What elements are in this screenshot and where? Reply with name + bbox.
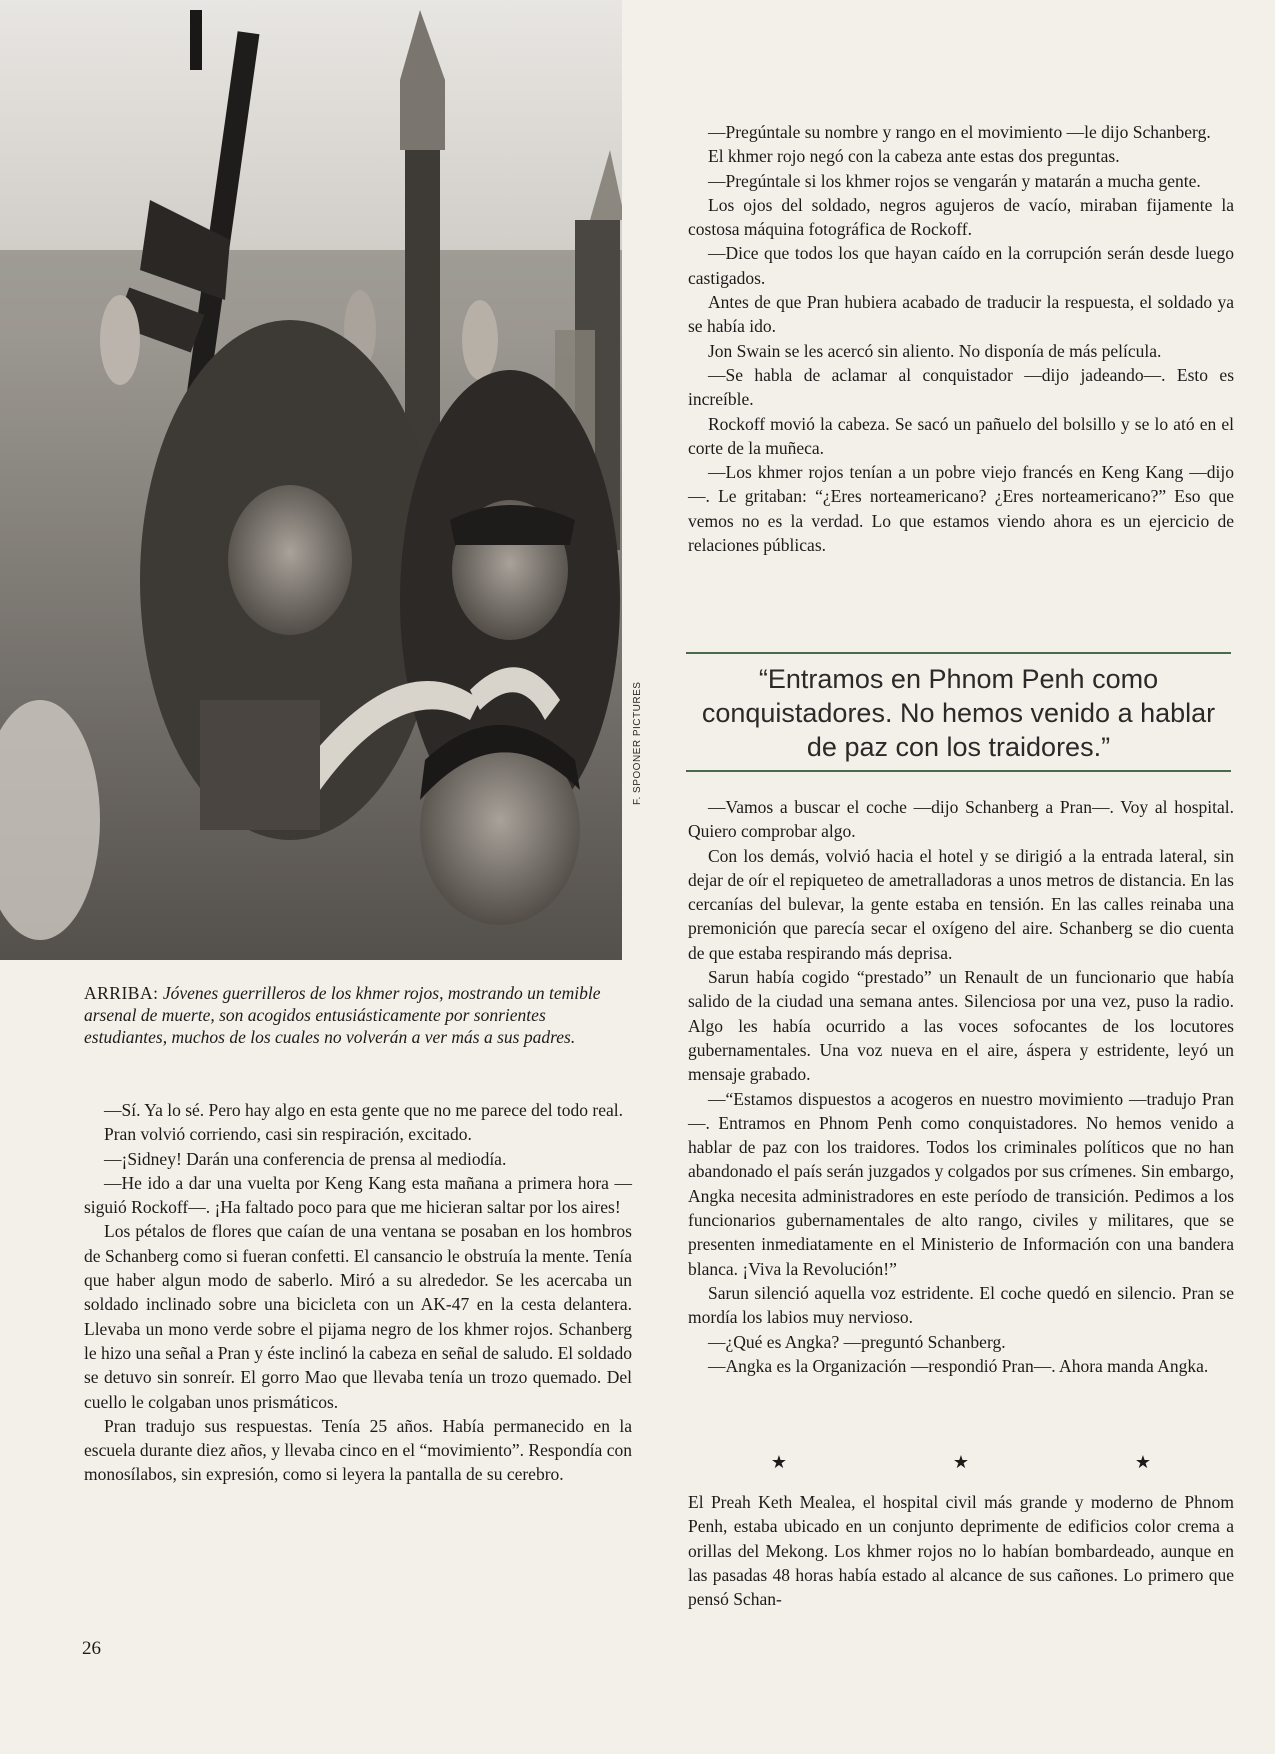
paragraph: —Dice que todos los que hayan caído en la corrupción serán desde luego castigados. — [688, 243, 1234, 288]
star-icon: ★ — [952, 1452, 970, 1472]
paragraph: El khmer rojo negó con la cabeza ante estas dos preguntas. — [708, 146, 1120, 167]
guerrilla-photo — [0, 0, 622, 960]
paragraph: Rockoff movió la cabeza. Se sacó un pañuelo del bolsillo y se lo ató en el corte de la muñeca. — [688, 413, 1234, 458]
paragraph: Jon Swain se les acercó sin aliento. No disponía de más película. — [708, 340, 1162, 361]
paragraph: Con los demás, volvió hacia el hotel y se dirigió a la entrada lateral, sin dejar de oír el repiqueteo de ametralladoras a unos metros de distancia. En las cercanías del bulevar, la gente estaba en tensión. En las calles reinaba una premonición que parecía secar el oxígeno del aire. Schanberg se dio cuenta de que estaba respirando más deprisa. — [688, 845, 1234, 963]
pull-quote: “Entramos en Phnom Penh como conquistadores. No hemos venido a hablar de paz con los traidores.” — [701, 664, 1216, 762]
star-icon: ★ — [770, 1452, 788, 1472]
left-column-text — [84, 1098, 632, 1487]
right-column-bottom-text — [688, 795, 1234, 1378]
right-column-top-text — [688, 120, 1234, 557]
paragraph: Los pétalos de flores que caían de una ventana se posaban en los hombros de Schanberg como si fueran confetti. El cansancio le obstruía la mente. Tenía que haber algun modo de saberlo. Miró a su alrededor. Se les acercaba un soldado inclinado sobre una bicicleta con un AK-47 en la cesta delantera. Llevaba un mono verde sobre el pijama negro de los khmer rojos. Schanberg le hizo una señal a Pran y éste inclinó la cabeza en señal de saludo. El soldado se detuvo sin sonreír. El gorro Mao que llevaba tenía un trozo quemado. Del cuello le colgaban unos prismáticos. — [84, 1221, 632, 1412]
paragraph: —Pregúntale si los khmer rojos se vengarán y matarán a mucha gente. — [708, 170, 1201, 191]
paragraph: —“Estamos dispuestos a acogeros en nuestro movimiento —tradujo Pran—. Entramos en Phnom Penh como conquistadores. No hemos venido a hablar de paz con los traidores. Todos los criminales políticos que no han abandonado el país serán juzgados y colgados por sus crímenes. Sin embargo, Angka necesita administradores en este período de transición. Pedimos a los funcionarios gubernamentales de alto rango, civiles y militares, que se presenten inmediatamente en el Ministerio de Información con una bandera blanca. ¡Viva la Revolución!” — [688, 1088, 1234, 1279]
paragraph: Los ojos del soldado, negros agujeros de vacío, miraban fijamente la costosa máquina fotográfica de Rockoff. — [688, 194, 1234, 240]
caption-lead: ARRIBA: — [84, 983, 159, 1003]
pull-quote-top-rule — [686, 652, 1231, 654]
paragraph: —¿Qué es Angka? —preguntó Schanberg. — [708, 1331, 1006, 1352]
page-number: 26 — [82, 1638, 101, 1659]
section-break-stars — [688, 1452, 1234, 1473]
photo-illustration — [0, 0, 622, 960]
paragraph: Pran tradujo sus respuestas. Tenía 25 años. Había permanecido en la escuela durante diez años, y llevaba cinco en el “movimiento”. Respondía con monosílabos, sin expresión, como si leyera la pantalla de su cerebro. — [84, 1415, 632, 1485]
paragraph: Sarun había cogido “prestado” un Renault de un funcionario que había salido de la ciudad una semana antes. Silenciosa por una vez, puso la radio. Algo les había ocurrido a las voces sofocantes de los locutores gubernamentales. Una voz nueva en el aire, áspera y estridente, leyó un mensaje grabado. — [688, 967, 1234, 1085]
paragraph: —Los khmer rojos tenían a un pobre viejo francés en Keng Kang —dijo—. Le gritaban: “¿Eres norteamericano? ¿Eres norteamericano?” Eso que vemos no es la verdad. Lo que estamos viendo ahora es un ejercicio de relaciones públicas. — [688, 462, 1234, 556]
paragraph: Pran volvió corriendo, casi sin respiración, excitado. — [104, 1124, 472, 1145]
photo-caption — [84, 982, 624, 1048]
paragraph: —Sí. Ya lo sé. Pero hay algo en esta gente que no me parece del todo real. — [104, 1100, 624, 1120]
paragraph: —Se habla de aclamar al conquistador —dijo jadeando—. Esto es increíble. — [688, 364, 1234, 410]
paragraph: —Vamos a buscar el coche —dijo Schanberg a Pran—. Voy al hospital. Quiero comprobar algo. — [688, 797, 1234, 842]
paragraph: —¡Sidney! Darán una conferencia de prensa al mediodía. — [104, 1148, 507, 1169]
paragraph: Sarun silenció aquella voz estridente. El coche quedó en silencio. Pran se mordía los labios muy nervioso. — [688, 1282, 1234, 1328]
final-paragraph — [688, 1490, 1234, 1611]
paragraph: Antes de que Pran hubiera acabado de traducir la respuesta, el soldado ya se había ido. — [688, 292, 1234, 337]
star-icon: ★ — [1134, 1452, 1152, 1472]
paragraph: El Preah Keth Mealea, el hospital civil más grande y moderno de Phnom Penh, estaba ubicado en un conjunto deprimente de edificios color crema a orillas del Mekong. Los khmer rojos no lo habían bombardeado, aunque en las pasadas 48 horas había estado al alcance de sus cañones. Lo primero que pensó Schan- — [688, 1492, 1234, 1610]
paragraph: —Pregúntale su nombre y rango en el movimiento —le dijo Schanberg. — [708, 122, 1211, 142]
paragraph: —Angka es la Organización —respondió Pran—. Ahora manda Angka. — [708, 1355, 1209, 1376]
caption-text: Jóvenes guerrilleros de los khmer rojos, mostrando un temible arsenal de muerte, son acogidos entusiásticamente por sonrientes estudiantes, muchos de los cuales no volverán a ver más a sus padres. — [84, 983, 601, 1047]
paragraph: —He ido a dar una vuelta por Keng Kang esta mañana a primera hora —siguió Rockoff—. ¡Ha faltado poco para que me hicieran saltar por los aires! — [84, 1172, 632, 1218]
pull-quote-bottom-rule — [686, 770, 1231, 772]
photo-credit: F. SPOONER PICTURES — [632, 681, 643, 805]
